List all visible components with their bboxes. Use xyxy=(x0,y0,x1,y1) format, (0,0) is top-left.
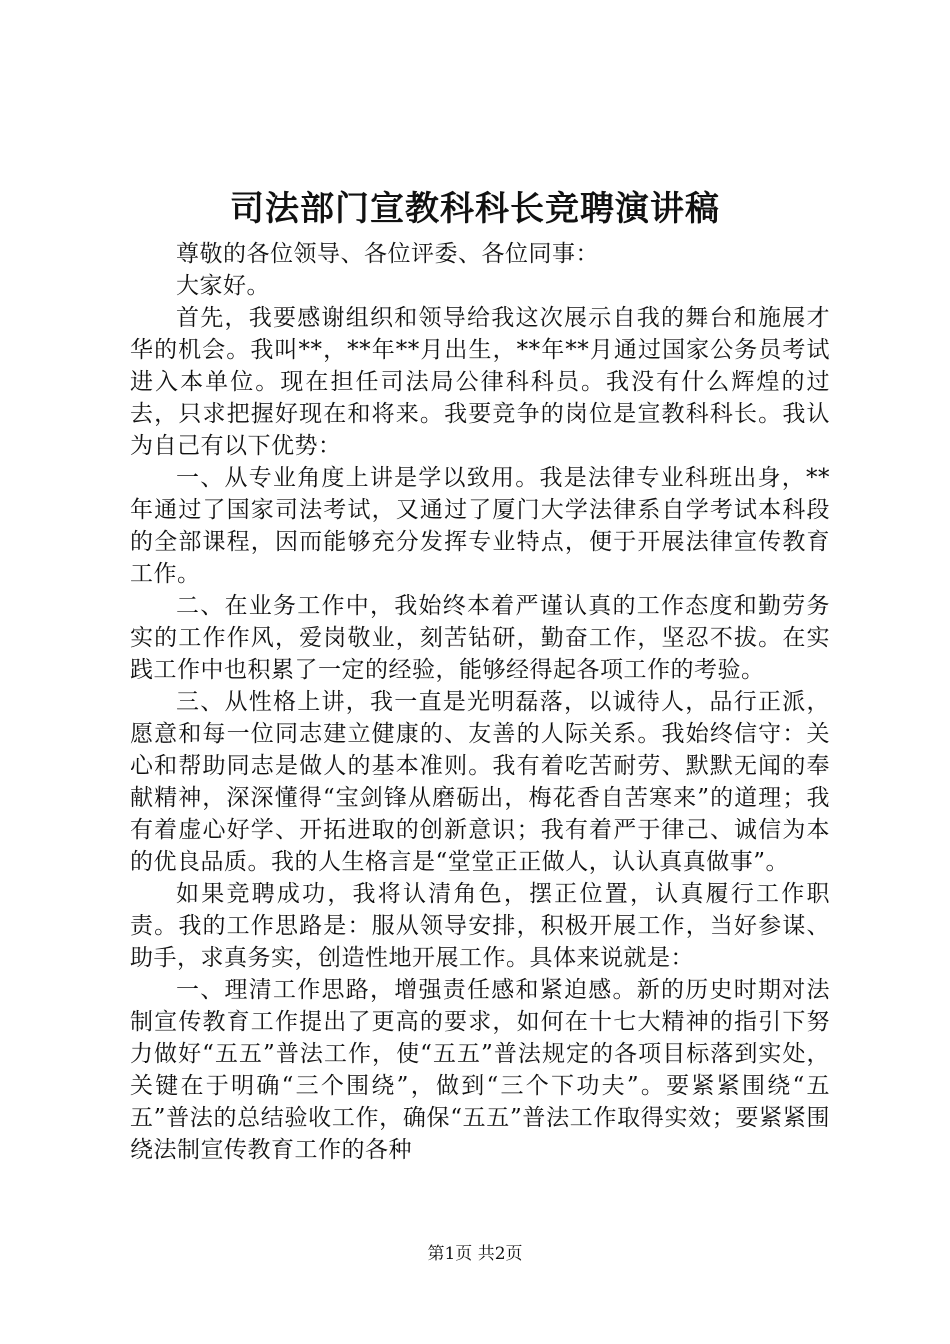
document-body xyxy=(130,238,830,1166)
plan-one-paragraph: 一、理清工作思路，增强责任感和紧迫感。新的历史时期对法制宣传教育工作提出了更高的要求，如何在十七大精神的指引下努力做好“五五”普法工作，使“五五”普法规定的各项目标落到实处，关键在于明确“三个围绕”，做到“三个下功夫”。要紧紧围绕“五五”普法的总结验收工作，确保“五五”普法工作取得实效；要紧紧围绕法制宣传教育工作的各种 xyxy=(130,977,830,1163)
advantage-two-paragraph: 二、在业务工作中，我始终本着严谨认真的工作态度和勤劳务实的工作作风，爱岗敬业，刻苦钻研，勤奋工作，坚忍不拔。在实践工作中也积累了一定的经验，能够经得起各项工作的考验。 xyxy=(130,593,830,683)
advantage-three-paragraph: 三、从性格上讲，我一直是光明磊落，以诚待人，品行正派，愿意和每一位同志建立健康的、友善的人际关系。我始终信守：关心和帮助同志是做人的基本准则。我有着吃苦耐劳、默默无闻的奉献精神，深深懂得“宝剑锋从磨砺出，梅花香自苦寒来”的道理；我有着虚心好学、开拓进取的创新意识；我有着严于律己、诚信为本的优良品质。我的人生格言是“堂堂正正做人，认认真真做事”。 xyxy=(130,689,830,875)
plan-intro-paragraph: 如果竞聘成功，我将认清角色，摆正位置，认真履行工作职责。我的工作思路是：服从领导安排，积极开展工作，当好参谋、助手，求真务实，创造性地开展工作。具体来说就是： xyxy=(130,881,830,971)
greeting-paragraph: 大家好。 xyxy=(176,273,270,299)
document-title: 司法部门宣教科科长竞聘演讲稿 xyxy=(230,189,720,229)
salutation-paragraph: 尊敬的各位领导、各位评委、各位同事： xyxy=(176,241,599,267)
advantage-one-paragraph: 一、从专业角度上讲是学以致用。我是法律专业科班出身，**年通过了国家司法考试，又通过了厦门大学法律系自学考试本科段的全部课程，因而能够充分发挥专业特点，便于开展法律宣传教育工作。 xyxy=(130,465,830,587)
page-number-footer: 第1页 共2页 xyxy=(427,1244,523,1264)
intro-paragraph: 首先，我要感谢组织和领导给我这次展示自我的舞台和施展才华的机会。我叫**，**年**月出生，**年**月通过国家公务员考试进入本单位。现在担任司法局公律科科员。我没有什么辉煌的过去，只求把握好现在和将来。我要竞争的岗位是宣教科科长。我认为自己有以下优势： xyxy=(130,305,830,459)
